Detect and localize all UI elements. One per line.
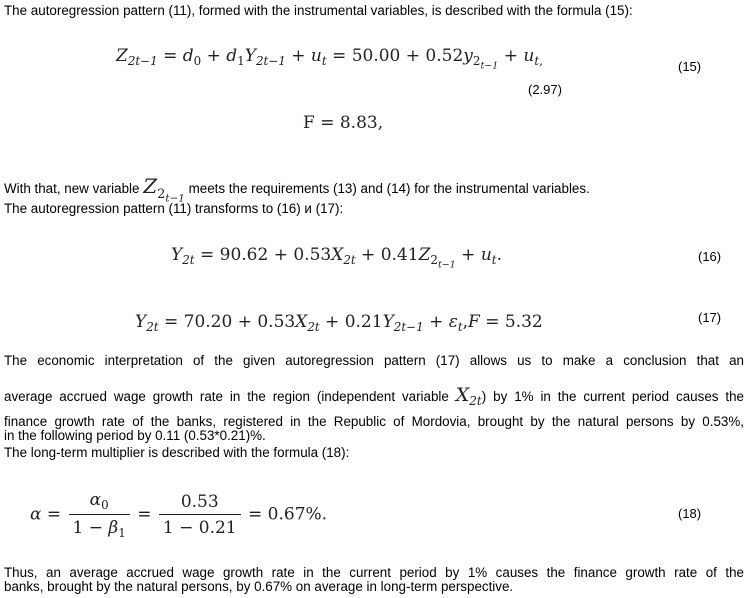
paragraph-interpretation-line-3: finance growth rate of the banks, registered in the Republic of Mordovia, brought by the natural persons by 0.53%, xyxy=(4,414,744,429)
paragraph-conclusion-line-1: Thus, an average accrued wage growth rate in the current period by 1% causes the finance growth rate of the xyxy=(4,565,744,580)
paragraph-conclusion-line-2: banks, brought by the natural persons, by 0.67% on average in long-term perspective. xyxy=(4,579,514,594)
paragraph-interpretation-line-4: in the following period by 0.11 (0.53*0.21)%. xyxy=(4,428,266,443)
equation-16: $Y_{2t} = 90.62 + 0.53X_{2t} + 0.41Z_{2_{t-1}} + u_t$. xyxy=(171,245,502,271)
standard-error: (2.97) xyxy=(528,82,562,97)
equation-number-16: (16) xyxy=(698,249,722,264)
f-statistic: F = 8.83, xyxy=(303,113,384,133)
paragraph-interpretation-line-1: The economic interpretation of the given autoregression pattern (17) allows us to make a conclusion that an xyxy=(4,353,744,368)
equation-number-15: (15) xyxy=(678,59,702,74)
paragraph-transform: The autoregression pattern (11) transforms to (16) и (17): xyxy=(4,201,344,216)
equation-18: α = $\frac{\alpha_0}{1 - \beta_1}$ = $\frac{0.53}{1 - 0.21}$ = 0.67%. xyxy=(30,490,328,541)
equation-number-18: (18) xyxy=(678,506,702,521)
equation-17: $Y_{2t} = 70.20 + 0.53X_{2t} + 0.21Y_{2t-1} + \varepsilon_t,F = 5.32$ xyxy=(135,312,543,335)
paragraph-new-variable: With that, new variable $Z_{2_{t-1}}$ meets the requirements (13) and (14) for the instrumental variables. xyxy=(4,174,590,205)
equation-15: $Z_{2t-1} = d_0 + d_1Y_{2t-1} + u_t = 50.00 + 0.52y_{2_{t-1}} + u_{t,}$ xyxy=(116,46,543,72)
paragraph-multiplier: The long-term multiplier is described with the formula (18): xyxy=(4,445,350,460)
paragraph-interpretation-line-2: average accrued wage growth rate in the region (independent variable $X_{2t}$) by 1% in the current period causes the xyxy=(4,384,744,409)
paragraph-intro: The autoregression pattern (11), formed with the instrumental variables, is described with the formula (15): xyxy=(4,3,633,18)
equation-number-17: (17) xyxy=(698,310,722,325)
